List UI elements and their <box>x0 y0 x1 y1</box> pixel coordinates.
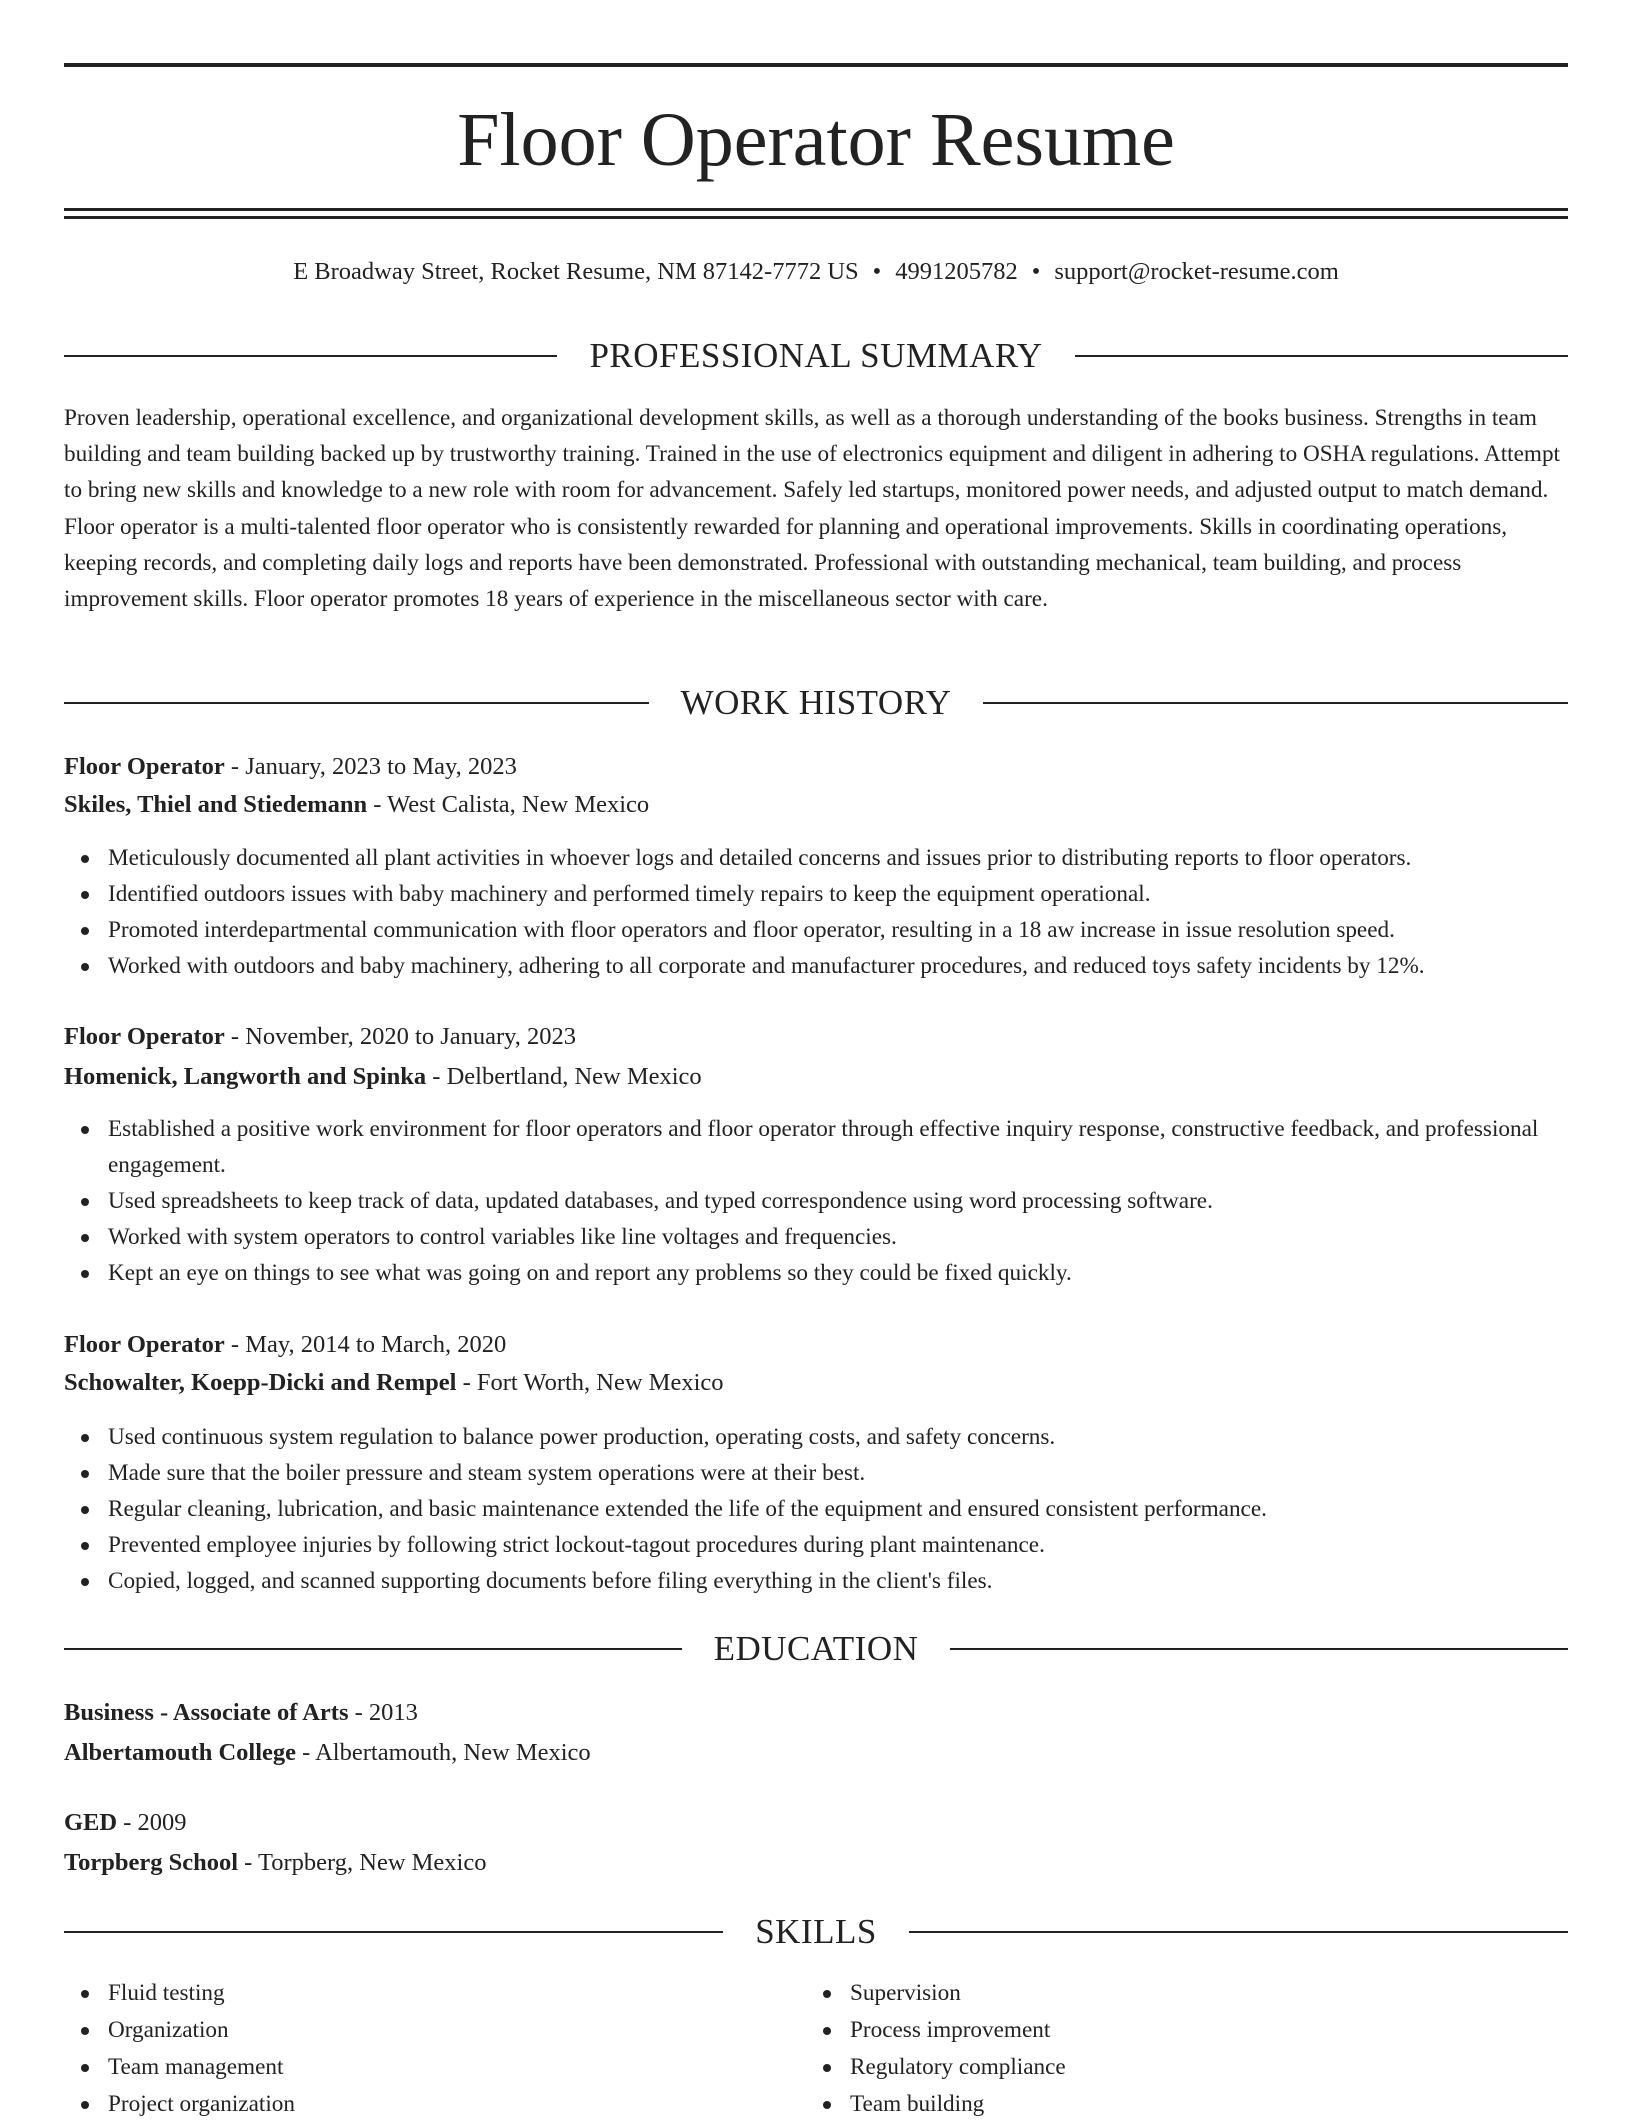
title-double-rule-top <box>64 208 1568 211</box>
list-item: Regular cleaning, lubrication, and basic maintenance extended the life of the equipment and ensured consistent performance. <box>64 1491 1568 1527</box>
list-item: Worked with outdoors and baby machinery, adhering to all corporate and manufacturer procedures, and reduced toys safety incidents by 12%. <box>64 948 1568 984</box>
contact-email[interactable]: support@rocket-resume.com <box>1054 258 1339 285</box>
job-company-line <box>64 1364 724 1402</box>
contact-phone: 4991205782 <box>895 258 1018 285</box>
contact-line <box>0 254 1632 290</box>
education-school-line <box>64 1734 591 1772</box>
education-school: Albertamouth College <box>64 1739 297 1766</box>
summary-heading: PROFESSIONAL SUMMARY <box>589 336 1043 375</box>
job-dates: - November, 2020 to January, 2023 <box>224 1023 577 1050</box>
education-heading: EDUCATION <box>713 1629 919 1668</box>
contact-address: E Broadway Street, Rocket Resume, NM 87142-7772 US <box>293 258 859 285</box>
list-item: Used continuous system regulation to balance power production, operating costs, and safety concerns. <box>64 1419 1568 1455</box>
job-bullets <box>64 1111 1568 1291</box>
section-heading-education <box>64 1627 1568 1671</box>
heading-rule-right <box>909 1931 1568 1933</box>
skills-heading: SKILLS <box>755 1912 877 1951</box>
job-company-line <box>64 1058 702 1096</box>
job-title-line <box>64 1326 506 1364</box>
skills-list-left <box>64 1975 764 2123</box>
list-item: Identified outdoors issues with baby machinery and performed timely repairs to keep the equipment operational. <box>64 876 1568 912</box>
list-item: Prevented employee injuries by following strict lockout-tagout procedures during plant maintenance. <box>64 1527 1568 1563</box>
list-item: Made sure that the boiler pressure and steam system operations were at their best. <box>64 1455 1568 1491</box>
education-degree: GED <box>64 1809 118 1836</box>
job-company-line <box>64 786 649 824</box>
skill-item: Project organization <box>64 2086 764 2123</box>
list-item: Established a positive work environment for floor operators and floor operator through effective inquiry response, constructive feedback, and professional engagement. <box>64 1111 1568 1183</box>
heading-rule-left <box>64 1648 682 1650</box>
skill-item: Fluid testing <box>64 1975 764 2012</box>
skill-item: Regulatory compliance <box>806 2049 1506 2086</box>
education-degree: Business - Associate of Arts <box>64 1699 349 1726</box>
education-location: - Albertamouth, New Mexico <box>296 1739 591 1766</box>
title-double-rule-bottom <box>64 216 1568 219</box>
job-company: Schowalter, Koepp-Dicki and Rempel <box>64 1369 457 1396</box>
heading-rule-left <box>64 702 649 704</box>
section-heading-work <box>64 681 1568 725</box>
list-item: Meticulously documented all plant activities in whoever logs and detailed concerns and issues prior to distributing reports to floor operators. <box>64 840 1568 876</box>
job-bullets <box>64 1419 1568 1599</box>
section-heading-skills <box>64 1910 1568 1954</box>
job-location: - Delbertland, New Mexico <box>426 1063 702 1090</box>
list-item: Kept an eye on things to see what was going on and report any problems so they could be fixed quickly. <box>64 1255 1568 1291</box>
education-year: - 2009 <box>117 1809 187 1836</box>
skill-item: Team management <box>64 2049 764 2086</box>
job-title-line <box>64 748 517 786</box>
contact-separator: • <box>872 258 882 285</box>
heading-rule-right <box>983 702 1568 704</box>
job-location: - West Calista, New Mexico <box>367 791 650 818</box>
top-rule <box>64 63 1568 67</box>
list-item: Worked with system operators to control variables like line voltages and frequencies. <box>64 1219 1568 1255</box>
job-bullets <box>64 840 1568 984</box>
heading-rule-left <box>64 1931 723 1933</box>
education-school: Torpberg School <box>64 1849 239 1876</box>
skills-list-right <box>806 1975 1506 2123</box>
education-location: - Torpberg, New Mexico <box>238 1849 487 1876</box>
education-year: - 2013 <box>348 1699 418 1726</box>
list-item: Promoted interdepartmental communication with floor operators and floor operator, resulting in a 18 aw increase in issue resolution speed. <box>64 912 1568 948</box>
work-heading: WORK HISTORY <box>680 683 952 722</box>
job-dates: - May, 2014 to March, 2020 <box>224 1331 507 1358</box>
heading-rule-right <box>950 1648 1568 1650</box>
list-item: Used spreadsheets to keep track of data, updated databases, and typed correspondence using word processing software. <box>64 1183 1568 1219</box>
heading-rule-left <box>64 355 557 357</box>
job-location: - Fort Worth, New Mexico <box>456 1369 724 1396</box>
skill-item: Supervision <box>806 1975 1506 2012</box>
skill-item: Team building <box>806 2086 1506 2123</box>
section-heading-summary <box>64 334 1568 378</box>
education-degree-line <box>64 1694 418 1732</box>
job-title: Floor Operator <box>64 1023 225 1050</box>
skill-item: Organization <box>64 2012 764 2049</box>
job-company: Homenick, Langworth and Spinka <box>64 1063 427 1090</box>
job-dates: - January, 2023 to May, 2023 <box>224 753 517 780</box>
heading-rule-right <box>1075 355 1568 357</box>
job-title-line <box>64 1018 576 1056</box>
list-item: Copied, logged, and scanned supporting documents before filing everything in the client's files. <box>64 1563 1568 1599</box>
skill-item: Process improvement <box>806 2012 1506 2049</box>
education-school-line <box>64 1844 486 1882</box>
job-company: Skiles, Thiel and Stiedemann <box>64 791 368 818</box>
education-degree-line <box>64 1804 187 1842</box>
page-title: Floor Operator Resume <box>457 98 1175 182</box>
contact-separator: • <box>1031 258 1041 285</box>
job-title: Floor Operator <box>64 1331 225 1358</box>
summary-text: Proven leadership, operational excellence, and organizational development skills, as well as a thorough understanding of the books business. Strengths in team building and team building backed up by trustworthy training. Trained in the use of electronics equipment and diligent in adhering to OSHA regulations. Attempt to bring new skills and knowledge to a new role with room for advancement. Safely led startups, monitored power needs, and adjusted output to match demand. Floor operator is a multi-talented floor operator who is consistently rewarded for planning and operational improvements. Skills in coordinating operations, keeping records, and completing daily logs and reports have been demonstrated. Professional with outstanding mechanical, team building, and process improvement skills. Floor operator promotes 18 years of experience in the miscellaneous sector with care. <box>64 405 1560 613</box>
job-title: Floor Operator <box>64 753 225 780</box>
